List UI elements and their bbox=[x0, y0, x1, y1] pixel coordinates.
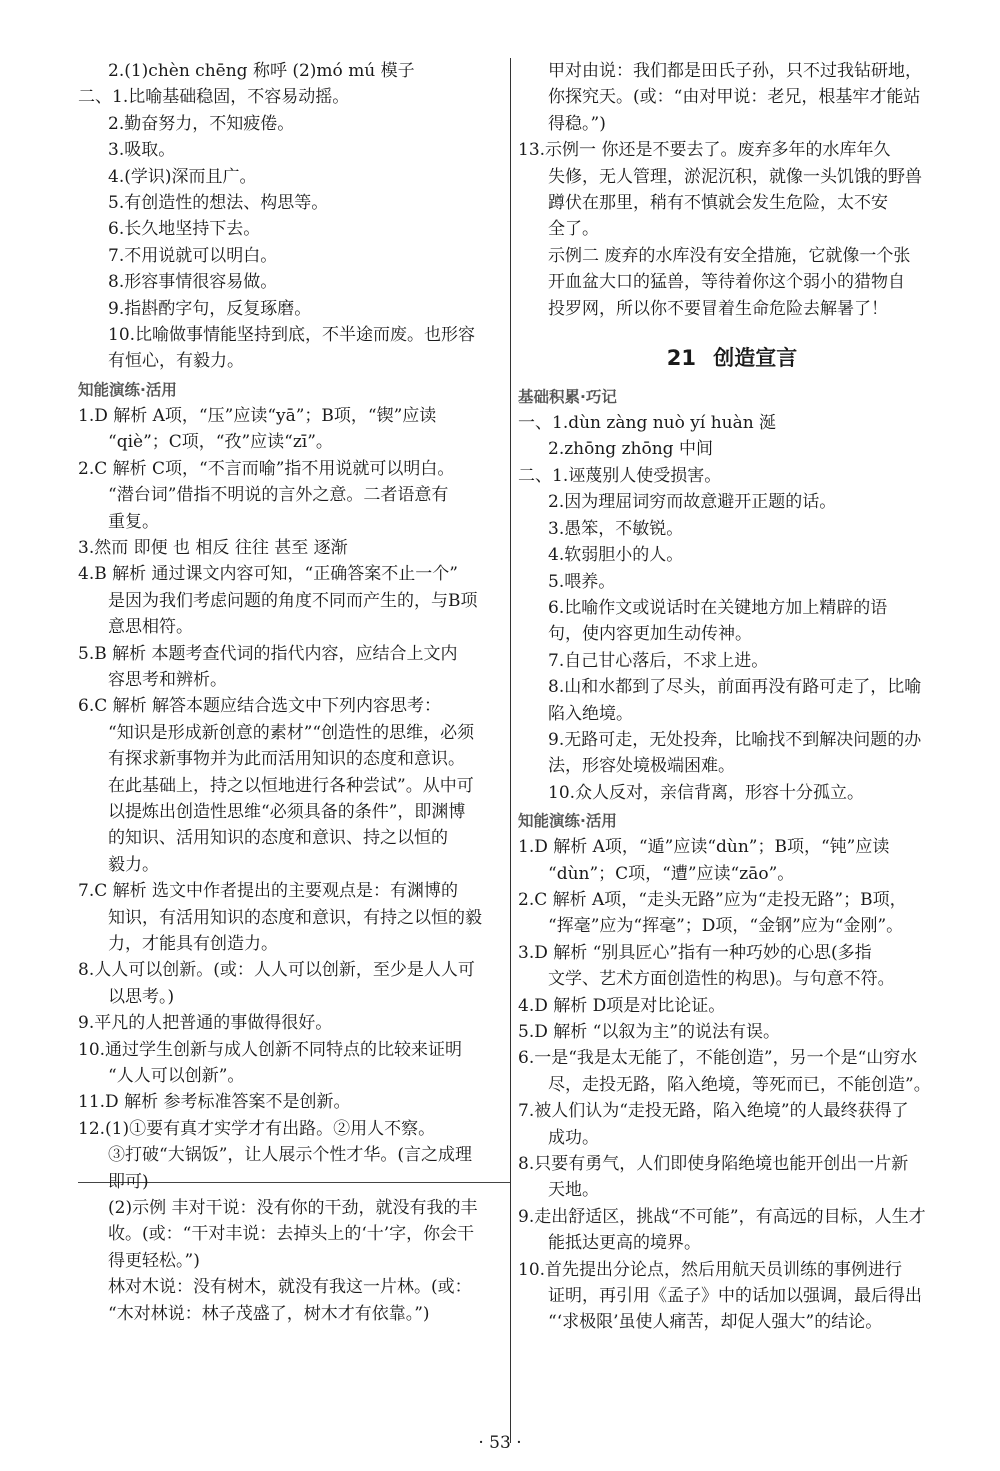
answer-line: 甲对由说：我们都是田氏子孙，只不过我钻研地， bbox=[548, 61, 922, 81]
answer-line: 收。(或：“干对丰说：去掉头上的‘十’字，你会干 bbox=[108, 1224, 475, 1245]
answer-line: 8.只要有勇气，人们即使身陷绝境也能开创出一片新 bbox=[518, 1154, 909, 1175]
answer-line: 1.D 解析 A项，“遁”应读“dùn”；B项，“钝”应读 bbox=[518, 837, 890, 858]
answer-line: 你探究天。(或：“由对甲说：老兄，根基牢才能站 bbox=[548, 87, 921, 108]
answer-line: 8.人人可以创新。(或：人人可以创新，至少是人人可 bbox=[78, 960, 475, 981]
left-column bbox=[78, 58, 506, 1327]
answer-line: “潜台词”借指不明说的言外之意。二者语意有 bbox=[108, 485, 449, 506]
answer-line: 5.B 解析 本题考查代词的指代内容，应结合上文内 bbox=[78, 643, 458, 664]
answer-line: 毅力。 bbox=[108, 854, 159, 875]
answer-line: 5.喂养。 bbox=[548, 571, 616, 592]
answer-line: “dùn”；C项，“遭”应读“zāo”。 bbox=[548, 863, 795, 884]
answer-line: 3.D 解析 “别具匠心”指有一种巧妙的心思(多指 bbox=[518, 942, 872, 963]
answer-line: 5.D 解析 “以叙为主”的说法有误。 bbox=[518, 1022, 781, 1042]
answer-line: 3.吸取。 bbox=[108, 140, 176, 161]
section-heading: 基础积累·巧记 bbox=[518, 388, 617, 407]
answer-line: 7.不用说就可以明白。 bbox=[108, 245, 278, 266]
column-divider bbox=[510, 58, 511, 1443]
answer-line: 陷入绝境。 bbox=[548, 703, 633, 724]
answer-line: “知识是形成新创意的素材”“创造性的思维，必须 bbox=[108, 722, 475, 743]
answer-line: 3.然而 即便 也 相反 往往 甚至 逐渐 bbox=[78, 537, 348, 558]
answer-line: “‘求极限’虽使人痛苦，却促人强大”的结论。 bbox=[548, 1312, 883, 1333]
answer-line: 能抵达更高的境界。 bbox=[548, 1233, 701, 1254]
right-bottom-block bbox=[518, 384, 946, 1336]
answer-line: 开血盆大口的猛兽，等待着你这个弱小的猎物自 bbox=[548, 272, 905, 293]
answer-line: ③打破“大锅饭”，让人展示个性才华。(言之成理 bbox=[108, 1145, 473, 1166]
answer-line: 以提炼出创造性思维“必须具备的条件”，即渊博 bbox=[108, 801, 466, 822]
answer-line: “挥毫”应为“挥毫”；D项，“金钢”应为“金刚”。 bbox=[548, 916, 904, 937]
answer-line: 文学、艺术方面创造性的构思)。与句意不符。 bbox=[548, 969, 895, 990]
answer-line: 二、1.比喻基础稳固，不容易动摇。 bbox=[78, 87, 350, 108]
answer-line: 6.C 解析 解答本题应结合选文中下列内容思考： bbox=[78, 696, 442, 717]
answer-line: 的知识、活用知识的态度和意识、持之以恒的 bbox=[108, 828, 448, 849]
right-column bbox=[518, 58, 946, 1336]
answer-line: 2.勤奋努力，不知疲倦。 bbox=[108, 113, 295, 134]
answer-line: 有探求新事物并为此而活用知识的态度和意识。 bbox=[108, 749, 465, 770]
answer-line: 13.示例一 你还是不要去了。废弃多年的水库年久 bbox=[518, 140, 891, 161]
answer-line: 2.zhōng zhōng 中间 bbox=[548, 439, 713, 460]
right-top-block bbox=[518, 58, 946, 322]
answer-line: 5.有创造性的想法、构思等。 bbox=[108, 193, 329, 214]
answer-line: 二、1.诬蔑别人使受损害。 bbox=[518, 465, 722, 486]
answer-line: 8.山和水都到了尽头，前面再没有路可走了，比喻 bbox=[548, 677, 922, 698]
answer-line: 4.B 解析 通过课文内容可知，“正确答案不止一个” bbox=[78, 564, 458, 585]
answer-line: 2.(1)chèn chēng 称呼 (2)mó mú 模子 bbox=[108, 61, 415, 81]
answer-line: “木对林说：林子茂盛了，树木才有依靠。”) bbox=[108, 1303, 430, 1324]
answer-line: 得稳。”) bbox=[548, 113, 606, 134]
answer-line: 4.(学识)深而且广。 bbox=[108, 166, 257, 187]
answer-line: 10.通过学生创新与成人创新不同特点的比较来证明 bbox=[78, 1039, 463, 1060]
answer-line: 6.长久地坚持下去。 bbox=[108, 219, 261, 240]
answer-line: 2.C 解析 C项，“不言而喻”指不用说就可以明白。 bbox=[78, 458, 455, 479]
answer-line: 在此基础上，持之以恒地进行各种尝试”。从中可 bbox=[108, 775, 474, 796]
answer-line: 2.C 解析 A项，“走头无路”应为“走投无路”；B项， bbox=[518, 889, 907, 910]
answer-line: 句，使内容更加生动传神。 bbox=[548, 624, 752, 645]
answer-line: 9.无路可走，无处投奔，比喻找不到解决问题的办 bbox=[548, 729, 922, 750]
answer-line: 是因为我们考虑问题的角度不同而产生的，与B项 bbox=[108, 590, 478, 611]
answer-line: 2.因为理屈词穷而故意避开正题的话。 bbox=[548, 492, 837, 513]
answer-line: 得更轻松。”) bbox=[108, 1250, 200, 1271]
answer-line: 3.愚笨，不敏锐。 bbox=[548, 518, 684, 539]
answer-line: 7.自己甘心落后，不求上进。 bbox=[548, 650, 769, 671]
answer-line: 8.形容事情很容易做。 bbox=[108, 272, 278, 293]
answer-line: 10.首先提出分论点，然后用航天员训练的事例进行 bbox=[518, 1259, 903, 1280]
answer-line: 知识，有活用知识的态度和意识，有持之以恒的毅 bbox=[108, 907, 482, 928]
answer-line: 成功。 bbox=[548, 1127, 599, 1148]
answer-line: 全了。 bbox=[548, 219, 599, 240]
answer-line: 10.众人反对，亲信背离，形容十分孤立。 bbox=[548, 782, 865, 803]
answer-line: 法，形容处境极端困难。 bbox=[548, 756, 735, 777]
section-heading: 知能演练·活用 bbox=[518, 812, 617, 831]
answer-line: 9.指斟酌字句，反复琢磨。 bbox=[108, 298, 312, 319]
answer-line: 7.C 解析 选文中作者提出的主要观点是：有渊博的 bbox=[78, 881, 459, 902]
answer-line: 以思考。) bbox=[108, 986, 175, 1007]
answer-line: 力，才能具有创造力。 bbox=[108, 934, 278, 954]
answer-line: 1.D 解析 A项，“压”应读“yā”；B项，“锲”应读 bbox=[78, 405, 437, 426]
answer-line: 重复。 bbox=[108, 511, 159, 532]
answer-line: 林对木说：没有树木，就没有我这一片林。(或： bbox=[108, 1277, 472, 1298]
answer-line: 蹲伏在那里，稍有不慎就会发生危险，太不安 bbox=[548, 193, 888, 214]
answer-line: 即可) bbox=[108, 1171, 149, 1192]
answer-line: 9.平凡的人把普通的事做得很好。 bbox=[78, 1013, 333, 1034]
answer-line: 失修，无人管理，淤泥沉积，就像一头饥饿的野兽 bbox=[548, 166, 922, 187]
answer-line: “qiè”；C项，“孜”应读“zī”。 bbox=[108, 432, 333, 453]
answer-line: 意思相符。 bbox=[108, 617, 193, 638]
answer-line: 投罗网，所以你不要冒着生命危险去解暑了！ bbox=[548, 298, 888, 319]
answer-line: 6.比喻作文或说话时在关键地方加上精辟的语 bbox=[548, 597, 888, 618]
answer-line: 7.被人们认为“走投无路，陷入绝境”的人最终获得了 bbox=[518, 1101, 909, 1122]
answer-line: 证明，再引用《孟子》中的话加以强调，最后得出 bbox=[548, 1286, 922, 1307]
answer-line: 11.D 解析 参考标准答案不是创新。 bbox=[78, 1092, 351, 1113]
answer-line: 尽，走投无路，陷入绝境，等死而已，不能创造”。 bbox=[548, 1074, 931, 1095]
answer-line: (2)示例 丰对干说：没有你的干劲，就没有我的丰 bbox=[108, 1198, 478, 1219]
answer-line: 4.D 解析 D项是对比论证。 bbox=[518, 995, 726, 1016]
chapter-title: 21 创造宣言 bbox=[666, 346, 798, 371]
answer-line: “人人可以创新”。 bbox=[108, 1066, 245, 1087]
answer-line: 容思考和辨析。 bbox=[108, 669, 227, 690]
section-heading: 知能演练·活用 bbox=[78, 380, 177, 399]
answer-line: 10.比喻做事情能坚持到底，不半途而废。也形容 bbox=[108, 325, 476, 346]
answer-line: 一、1.dùn zàng nuò yí huàn 涎 bbox=[518, 413, 777, 434]
answer-line: 12.(1)①要有真才实学才有出路。②用人不察。 bbox=[78, 1118, 436, 1139]
watermark-logo bbox=[772, 1393, 982, 1463]
answer-line: 示例二 废弃的水库没有安全措施，它就像一个张 bbox=[548, 245, 911, 266]
page-number: · 53 · bbox=[478, 1433, 522, 1453]
answer-line: 4.软弱胆小的人。 bbox=[548, 545, 684, 566]
answer-line: 有恒心，有毅力。 bbox=[108, 351, 244, 372]
answer-line: 天地。 bbox=[548, 1180, 599, 1201]
answer-line: 6.一是“我是太无能了，不能创造”，另一个是“山穷水 bbox=[518, 1048, 918, 1069]
answer-line: 9.走出舒适区，挑战“不可能”，有高远的目标，人生才 bbox=[518, 1206, 926, 1227]
